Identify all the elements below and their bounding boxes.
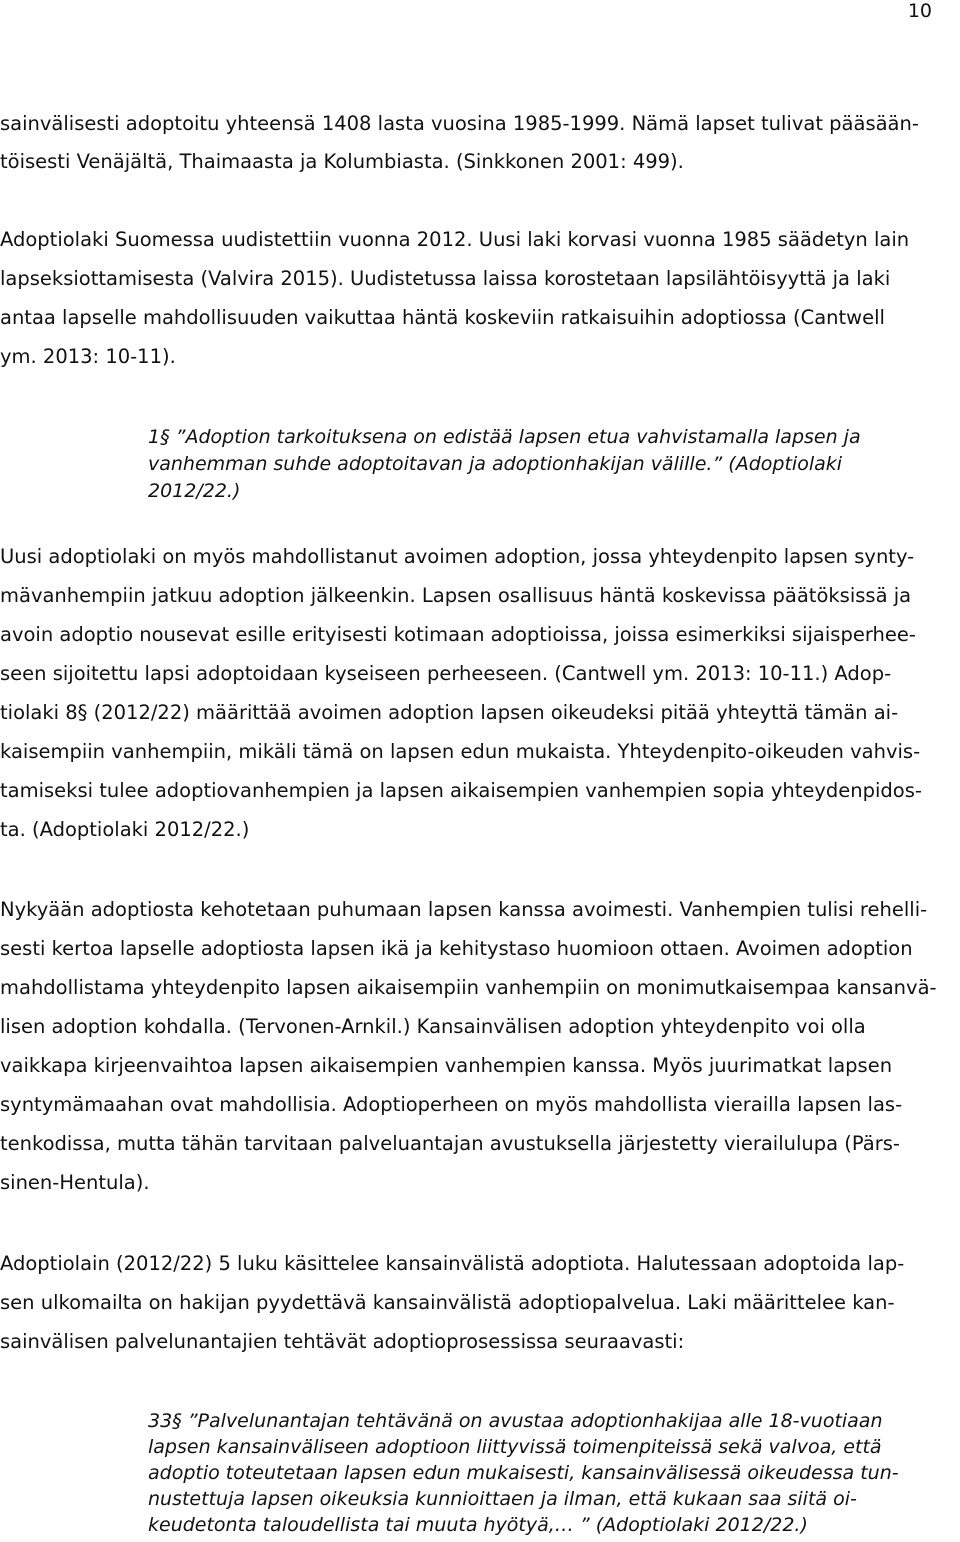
quote-1-line: 1§ ”Adoption tarkoituksena on edistää lapsen etua vahvistamalla lapsen ja [148,426,861,448]
paragraph-4-line: syntymämaahan ovat mahdollisia. Adoptioperheen on myös mahdollista vierailla lapsen las- [0,1093,903,1116]
paragraph-3-line: seen sijoitettu lapsi adoptoidaan kyseiseen perheeseen. (Cantwell ym. 2013: 10-11.) Adop- [0,662,892,685]
paragraph-1-line: sainvälisesti adoptoitu yhteensä 1408 lasta vuosina 1985-1999. Nämä lapset tulivat pääsään- [0,112,919,135]
paragraph-4-line: Nykyään adoptiosta kehotetaan puhumaan lapsen kanssa avoimesti. Vanhempien tulisi rehelli- [0,898,928,921]
paragraph-3-line: tiolaki 8§ (2012/22) määrittää avoimen adoption lapsen oikeudeksi pitää yhteyttä tämän ai- [0,701,899,724]
paragraph-3-line: kaisempiin vanhempiin, mikäli tämä on lapsen edun mukaista. Yhteydenpito-oikeuden vahvis- [0,740,921,763]
paragraph-5-line: sainvälisen palvelunantajien tehtävät adoptioprosessissa seuraavasti: [0,1330,685,1353]
paragraph-4-line: lisen adoption kohdalla. (Tervonen-Arnkil.) Kansainvälisen adoption yhteydenpito voi olla [0,1015,866,1038]
quote-2-line: nustettuja lapsen oikeuksia kunnioittaen ja ilman, että kukaan saa siitä oi- [148,1488,857,1510]
paragraph-4-line: mahdollistama yhteydenpito lapsen aikaisempiin vanhempiin on monimutkaisempaa kansanvä- [0,976,937,999]
paragraph-3-line: avoin adoptio nousevat esille erityisesti kotimaan adoptioissa, joissa esimerkiksi sijaisperhee- [0,623,916,646]
paragraph-2-line: antaa lapselle mahdollisuuden vaikuttaa häntä koskeviin ratkaisuihin adoptiossa (Cantwell [0,306,885,329]
paragraph-2-line: Adoptiolaki Suomessa uudistettiin vuonna 2012. Uusi laki korvasi vuonna 1985 säädetyn lain [0,228,910,251]
paragraph-3-line: mävanhempiin jatkuu adoption jälkeenkin. Lapsen osallisuus häntä koskevissa päätöksissä ja [0,584,912,607]
paragraph-5-line: sen ulkomailta on hakijan pyydettävä kansainvälistä adoptiopalvelua. Laki määrittelee kan- [0,1291,895,1314]
paragraph-4-line: tenkodissa, mutta tähän tarvitaan palveluantajan avustuksella järjestetty vierailulupa (Pärs- [0,1132,900,1155]
quote-1-line: vanhemman suhde adoptoitavan ja adoptionhakijan välille.” (Adoptiolaki [148,453,843,475]
quote-2-line: lapsen kansainväliseen adoptioon liittyvissä toimenpiteissä sekä valvoa, että [148,1436,882,1458]
quote-2-line: keudetonta taloudellista tai muuta hyötyä,… ” (Adoptiolaki 2012/22.) [148,1514,808,1536]
paragraph-1-line: töisesti Venäjältä, Thaimaasta ja Kolumbiasta. (Sinkkonen 2001: 499). [0,150,684,173]
paragraph-3-line: tamiseksi tulee adoptiovanhempien ja lapsen aikaisempien vanhempien sopia yhteydenpidos- [0,779,922,802]
quote-2-line: 33§ ”Palvelunantajan tehtävänä on avustaa adoptionhakijaa alle 18-vuotiaan [148,1410,883,1432]
paragraph-4-line: sesti kertoa lapselle adoptiosta lapsen ikä ja kehitystaso huomioon ottaen. Avoimen adoption [0,937,913,960]
paragraph-3-line: Uusi adoptiolaki on myös mahdollistanut avoimen adoption, jossa yhteydenpito lapsen synty- [0,545,915,568]
paragraph-4-line: vaikkapa kirjeenvaihtoa lapsen aikaisempien vanhempien kanssa. Myös juurimatkat lapsen [0,1054,893,1077]
paragraph-3-line: ta. (Adoptiolaki 2012/22.) [0,818,250,841]
paragraph-2-line: ym. 2013: 10-11). [0,345,176,368]
paragraph-4-line: sinen-Hentula). [0,1171,150,1194]
page-number: 10 [907,0,932,22]
quote-1-line: 2012/22.) [148,480,241,502]
quote-2-line: adoptio toteutetaan lapsen edun mukaisesti, kansainvälisessä oikeudessa tun- [148,1462,899,1484]
paragraph-2-line: lapseksiottamisesta (Valvira 2015). Uudistetussa laissa korostetaan lapsilähtöisyyttä ja laki [0,267,891,290]
paragraph-5-line: Adoptiolain (2012/22) 5 luku käsittelee kansainvälistä adoptiota. Halutessaan adoptoida lap- [0,1252,905,1275]
